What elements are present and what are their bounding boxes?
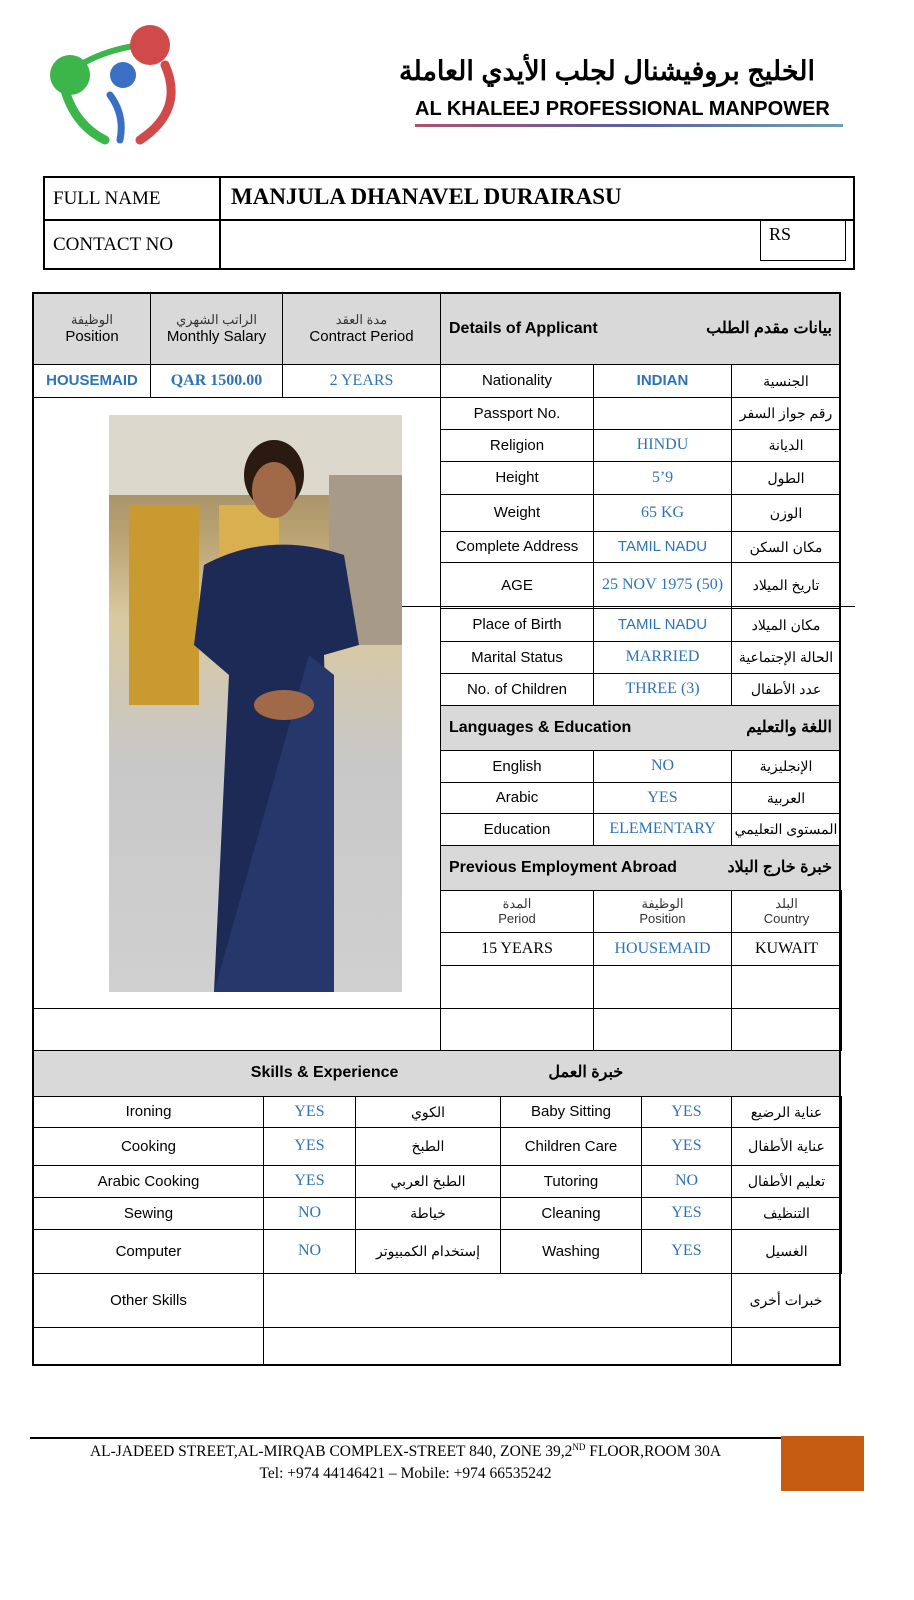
position-value: HOUSEMAID <box>46 372 138 390</box>
skill-value: YES <box>294 1172 325 1190</box>
skills-header <box>33 1050 841 1097</box>
language-value-cell <box>593 782 732 814</box>
languages-header <box>440 705 841 751</box>
detail-value-cell <box>593 562 732 609</box>
detail-value: MARRIED <box>625 648 700 666</box>
detail-value-cell <box>593 429 732 462</box>
employment-header <box>440 845 841 891</box>
detail-value: THREE (3) <box>625 680 700 698</box>
skill-cell <box>641 1127 732 1166</box>
language-label-cell <box>440 750 594 783</box>
salary-value: QAR 1500.00 <box>170 371 263 389</box>
detail-label-cell <box>440 494 594 532</box>
language-label-ar-cell <box>731 782 841 814</box>
language-label: Arabic <box>495 789 539 807</box>
skill-cell <box>500 1197 642 1230</box>
detail-label-ar: الطول <box>767 469 805 486</box>
company-name-english: AL KHALEEJ PROFESSIONAL MANPOWER <box>415 98 830 120</box>
skill-cell <box>33 1197 264 1230</box>
skill-cell <box>355 1229 501 1274</box>
detail-label-ar: الجنسية <box>763 372 809 389</box>
detail-value-cell <box>593 494 732 532</box>
skill-cell <box>641 1096 732 1128</box>
detail-value-cell <box>593 641 732 674</box>
detail-label-cell <box>440 531 594 563</box>
skill-cell <box>355 1096 501 1128</box>
employment-empty-cell <box>593 1008 732 1051</box>
other-skills-label-ar-cell <box>731 1273 841 1328</box>
contact-label: CONTACT NO <box>53 233 174 255</box>
empty-cell <box>731 1327 841 1366</box>
skill-cell <box>500 1165 642 1198</box>
skill-cell <box>641 1165 732 1198</box>
skill-label: Sewing <box>123 1204 174 1222</box>
detail-label-ar: مكان الميلاد <box>751 616 821 633</box>
footer-address-pre: AL-JADEED STREET,AL-MIRQAB COMPLEX-STREET 840, ZONE 39,2 <box>89 1443 573 1460</box>
skill-cell <box>500 1229 642 1274</box>
detail-label-ar: رقم جواز السفر <box>739 405 833 422</box>
detail-value-cell <box>593 531 732 563</box>
skill-value: YES <box>671 1102 702 1120</box>
skill-cell <box>33 1165 264 1198</box>
other-skills-value <box>263 1273 732 1328</box>
detail-label: Weight <box>493 504 541 522</box>
skill-label: Tutoring <box>543 1172 599 1190</box>
position-header <box>33 293 151 365</box>
employment-title-ar: خبرة خارج البلاد <box>727 858 832 876</box>
skill-label: Washing <box>542 1242 600 1260</box>
detail-label: Marital Status <box>471 648 563 666</box>
employment-empty-cell <box>440 965 594 1009</box>
skill-value: YES <box>671 1137 702 1155</box>
language-value: YES <box>647 788 678 806</box>
employment-empty-cell <box>731 1008 842 1051</box>
skill-cell <box>641 1229 732 1274</box>
skill-value: YES <box>671 1204 702 1222</box>
detail-label-ar-cell <box>731 494 841 532</box>
detail-value: 5’9 <box>651 468 674 486</box>
skills-title-ar: خبرة العمل <box>548 1064 624 1082</box>
employment-cell <box>440 932 594 966</box>
skill-label: Baby Sitting <box>530 1103 612 1121</box>
skill-label-ar: الغسيل <box>765 1243 808 1260</box>
contract-label-ar: مدة العقد <box>335 311 388 327</box>
skill-label-ar: عناية الرضيع <box>750 1103 823 1120</box>
skill-value: NO <box>297 1204 322 1222</box>
detail-label-cell <box>440 641 594 674</box>
language-label: English <box>492 757 542 775</box>
languages-title-ar: اللغة والتعليم <box>746 718 832 736</box>
detail-label: Nationality <box>481 372 553 390</box>
detail-label-cell <box>440 562 594 609</box>
skill-cell <box>731 1165 842 1198</box>
skill-cell <box>355 1127 501 1166</box>
details-header <box>440 293 841 365</box>
skill-label: Children Care <box>524 1137 618 1155</box>
employment-col: Position <box>639 910 686 926</box>
language-label-ar-cell <box>731 750 841 783</box>
skill-label-ar: إستخدام الكمبيوتر <box>376 1243 480 1260</box>
skill-label: Cleaning <box>541 1204 601 1222</box>
detail-label-ar-cell <box>731 429 841 462</box>
detail-label-cell <box>440 461 594 495</box>
salary-label: Monthly Salary <box>166 327 267 345</box>
employment-col-header <box>440 890 594 933</box>
other-skills-label: Other Skills <box>110 1291 187 1309</box>
language-label-cell <box>440 813 594 846</box>
language-label-ar: المستوى التعليمي <box>734 821 838 838</box>
empty-cell <box>33 1327 264 1366</box>
employment-empty-cell <box>593 965 732 1009</box>
detail-value: 25 NOV 1975 (50) <box>601 576 724 594</box>
skill-cell <box>263 1197 356 1230</box>
details-title: Details of Applicant <box>449 319 598 337</box>
detail-value-cell <box>593 364 732 398</box>
skill-label-ar: تعليم الأطفال <box>747 1173 826 1190</box>
skill-value: YES <box>671 1242 702 1260</box>
language-label-ar: العربية <box>766 789 806 806</box>
language-value: NO <box>650 757 675 775</box>
detail-value: INDIAN <box>636 372 689 390</box>
employment-col: Period <box>498 910 536 926</box>
detail-label-cell <box>440 673 594 706</box>
contract-label: Contract Period <box>309 327 414 345</box>
skills-title: Skills & Experience <box>250 1064 399 1082</box>
detail-value-cell <box>593 673 732 706</box>
skill-value: YES <box>294 1137 325 1155</box>
footer-accent-block <box>781 1436 864 1491</box>
detail-label: Passport No. <box>473 404 561 422</box>
detail-label-cell <box>440 429 594 462</box>
company-name-arabic: الخليج بروفيشنال لجلب الأيدي العاملة <box>399 56 815 86</box>
skill-label-ar: عناية الأطفال <box>748 1138 825 1155</box>
applicant-photo <box>109 415 402 992</box>
language-label-ar: الإنجليزية <box>759 758 813 775</box>
skill-value: YES <box>294 1102 325 1120</box>
skill-cell <box>641 1197 732 1230</box>
language-label-cell <box>440 782 594 814</box>
skill-cell <box>33 1127 264 1166</box>
skill-label-ar: الطبخ <box>411 1138 445 1155</box>
other-skills-label-ar: خبرات أخرى <box>749 1292 823 1309</box>
employment-cell <box>593 932 732 966</box>
detail-value: HINDU <box>636 436 689 454</box>
skill-cell <box>731 1127 842 1166</box>
position-label: Position <box>65 327 119 345</box>
detail-value: TAMIL NADU <box>617 616 708 634</box>
skill-label-ar: خياطة <box>410 1205 446 1222</box>
skill-cell <box>263 1127 356 1166</box>
detail-label: Complete Address <box>455 538 579 556</box>
detail-value-cell <box>593 397 732 430</box>
employment-empty-cell <box>440 1008 594 1051</box>
detail-label: No. of Children <box>466 680 568 698</box>
skill-cell <box>263 1096 356 1128</box>
detail-value: 65 KG <box>640 503 685 521</box>
detail-label-ar-cell <box>731 397 841 430</box>
employment-col-ar: البلد <box>775 895 798 911</box>
salary-header <box>150 293 283 365</box>
detail-label: Height <box>495 469 539 487</box>
employment-col: Country <box>763 910 810 926</box>
position-cell <box>33 364 151 398</box>
skill-label: Ironing <box>125 1103 172 1121</box>
skill-cell <box>263 1229 356 1274</box>
skill-cell <box>731 1197 842 1230</box>
skill-cell <box>731 1096 842 1128</box>
employment-empty-cell <box>731 965 842 1009</box>
employment-period: 15 YEARS <box>481 939 553 957</box>
contract-cell <box>282 364 441 398</box>
detail-label-cell <box>440 397 594 430</box>
skill-cell <box>731 1229 842 1274</box>
detail-label-ar-cell <box>731 608 841 642</box>
employment-position: HOUSEMAID <box>614 939 711 957</box>
detail-label-ar: تاريخ الميلاد <box>752 577 820 594</box>
salary-cell <box>150 364 283 398</box>
detail-label-ar: عدد الأطفال <box>750 681 822 698</box>
detail-value-cell <box>593 608 732 642</box>
detail-label-ar-cell <box>731 673 841 706</box>
footer-rule <box>30 1437 781 1439</box>
detail-label-ar-cell <box>731 562 841 609</box>
details-title-ar: بيانات مقدم الطلب <box>706 319 832 337</box>
skill-label-ar: الطبخ العربي <box>390 1173 466 1190</box>
skill-cell <box>263 1165 356 1198</box>
other-skills-label-cell <box>33 1273 264 1328</box>
skill-cell <box>355 1165 501 1198</box>
employment-cell <box>731 932 842 966</box>
detail-label-cell <box>440 364 594 398</box>
detail-label-cell <box>440 608 594 642</box>
skill-label-ar: الكوي <box>410 1103 446 1120</box>
detail-label-ar: مكان السكن <box>749 538 823 555</box>
empty-cell <box>263 1327 732 1366</box>
footer-address-sup: ND <box>572 1441 586 1452</box>
detail-label: AGE <box>501 576 533 594</box>
full-name-value: MANJULA DHANAVEL DURAIRASU <box>231 184 622 209</box>
detail-label: Place of Birth <box>472 616 562 634</box>
detail-label-ar-cell <box>731 531 841 563</box>
footer-address <box>30 1442 781 1462</box>
detail-value-cell <box>593 461 732 495</box>
detail-label: Religion <box>489 436 545 454</box>
language-value-cell <box>593 750 732 783</box>
skill-cell <box>33 1229 264 1274</box>
detail-label-ar: الوزن <box>769 504 803 521</box>
language-value: ELEMENTARY <box>609 820 716 838</box>
rs-label: RS <box>769 224 792 244</box>
detail-label-ar: الديانة <box>768 437 804 454</box>
employment-col-ar: الوظيفة <box>641 895 684 911</box>
languages-title: Languages & Education <box>449 718 632 736</box>
detail-value: TAMIL NADU <box>617 538 708 556</box>
salary-label-ar: الراتب الشهري <box>176 311 257 327</box>
footer-address-post: FLOOR,ROOM 30A <box>585 1443 722 1460</box>
skill-cell <box>500 1127 642 1166</box>
skill-cell <box>500 1096 642 1128</box>
employment-country: KUWAIT <box>754 939 819 957</box>
skill-value: NO <box>674 1172 699 1190</box>
contract-value: 2 YEARS <box>329 371 394 389</box>
employment-col-header <box>731 890 842 933</box>
language-label: Education <box>483 820 551 838</box>
skill-value: NO <box>297 1242 322 1260</box>
skill-label: Cooking <box>120 1137 177 1155</box>
full-name-label: FULL NAME <box>53 187 161 209</box>
skill-label: Arabic Cooking <box>97 1172 200 1190</box>
skill-label: Computer <box>115 1242 182 1260</box>
detail-label-ar-cell <box>731 364 841 398</box>
skill-label-ar: التنظيف <box>763 1205 810 1222</box>
language-label-ar-cell <box>731 813 841 846</box>
skill-cell <box>33 1096 264 1128</box>
detail-label-ar: الحالة الإجتماعية <box>738 649 834 666</box>
employment-col-ar: المدة <box>502 895 532 911</box>
position-label-ar: الوظيفة <box>70 311 114 327</box>
detail-label-ar-cell <box>731 641 841 674</box>
contract-header <box>282 293 441 365</box>
employment-col-header <box>593 890 732 933</box>
age-row-rule <box>402 606 855 607</box>
footer-contact: Tel: +974 44146421 – Mobile: +974 66535242 <box>259 1465 552 1482</box>
detail-label-ar-cell <box>731 461 841 495</box>
language-value-cell <box>593 813 732 846</box>
employment-title: Previous Employment Abroad <box>449 858 677 876</box>
skill-cell <box>355 1197 501 1230</box>
empty-cell <box>33 1008 441 1051</box>
